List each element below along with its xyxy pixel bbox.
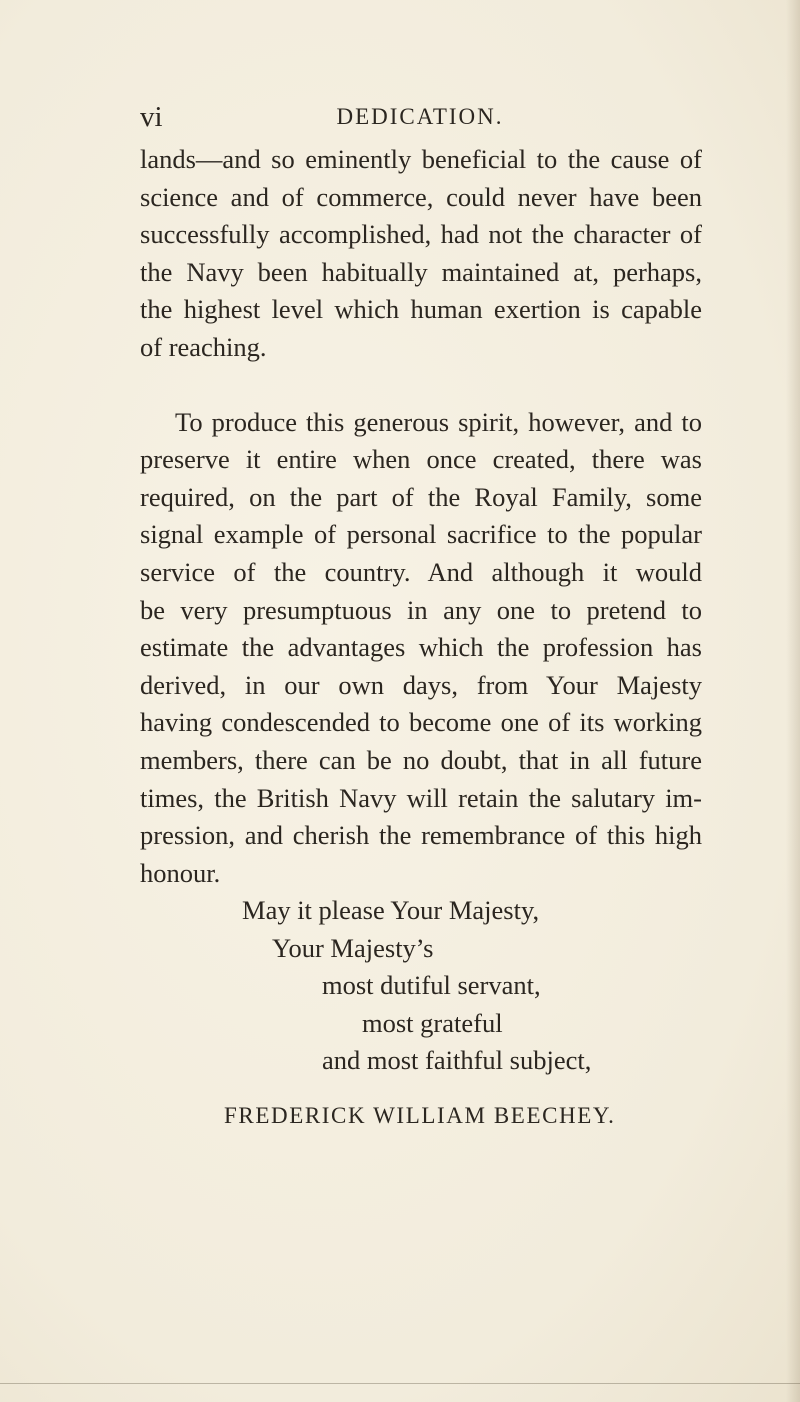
text-line: required, on the part of the Royal Family, some xyxy=(140,481,702,512)
closing-line: and most faithful subject, xyxy=(322,1045,592,1076)
page-number: vi xyxy=(140,101,163,133)
running-head: DEDICATION. xyxy=(336,104,504,129)
text-line: science and of commerce, could never have been xyxy=(140,181,702,212)
text-line: derived, in our own days, from Your Majesty xyxy=(140,669,702,700)
text-line: honour. xyxy=(140,857,221,888)
text-line: pression, and cherish the remembrance of this high xyxy=(140,820,702,851)
text-line: preserve it entire when once created, there was xyxy=(140,444,702,475)
closing-line: May it please Your Majesty, xyxy=(242,895,540,925)
text-line: members, there can be no doubt, that in all future xyxy=(140,744,702,775)
closing-line: Your Majesty’s xyxy=(272,932,434,963)
text-line: estimate the advantages which the profession has xyxy=(140,632,702,663)
text-line: of reaching. xyxy=(140,331,267,362)
closing-salutation xyxy=(140,892,702,1080)
text-line: To produce this generous spirit, however, and to xyxy=(175,406,702,437)
page-edge-shadow xyxy=(786,0,800,1402)
text-line: lands—and so eminently beneficial to the cause of xyxy=(140,144,702,174)
text-line: times, the British Navy will retain the salutary im- xyxy=(140,782,702,813)
closing-line: most grateful xyxy=(362,1007,503,1038)
page-header xyxy=(140,100,700,134)
paragraph-1 xyxy=(140,141,702,367)
text-line: the highest level which human exertion is capable xyxy=(140,294,702,325)
paragraph-2 xyxy=(140,404,702,893)
text-line: having condescended to become one of its working xyxy=(140,707,702,738)
text-line: service of the country. And although it would xyxy=(140,556,702,587)
text-line: be very presumptuous in any one to pretend to xyxy=(140,594,702,625)
text-line: successfully accomplished, had not the character of xyxy=(140,219,702,250)
signature-name: FREDERICK WILLIAM BEECHEY. xyxy=(224,1103,616,1128)
body-text xyxy=(140,141,702,892)
text-line: signal example of personal sacrifice to the popular xyxy=(140,519,702,550)
closing-line: most dutiful servant, xyxy=(322,970,541,1001)
page-bottom-edge xyxy=(0,1383,800,1384)
text-line: the Navy been habitually maintained at, perhaps, xyxy=(140,256,702,287)
